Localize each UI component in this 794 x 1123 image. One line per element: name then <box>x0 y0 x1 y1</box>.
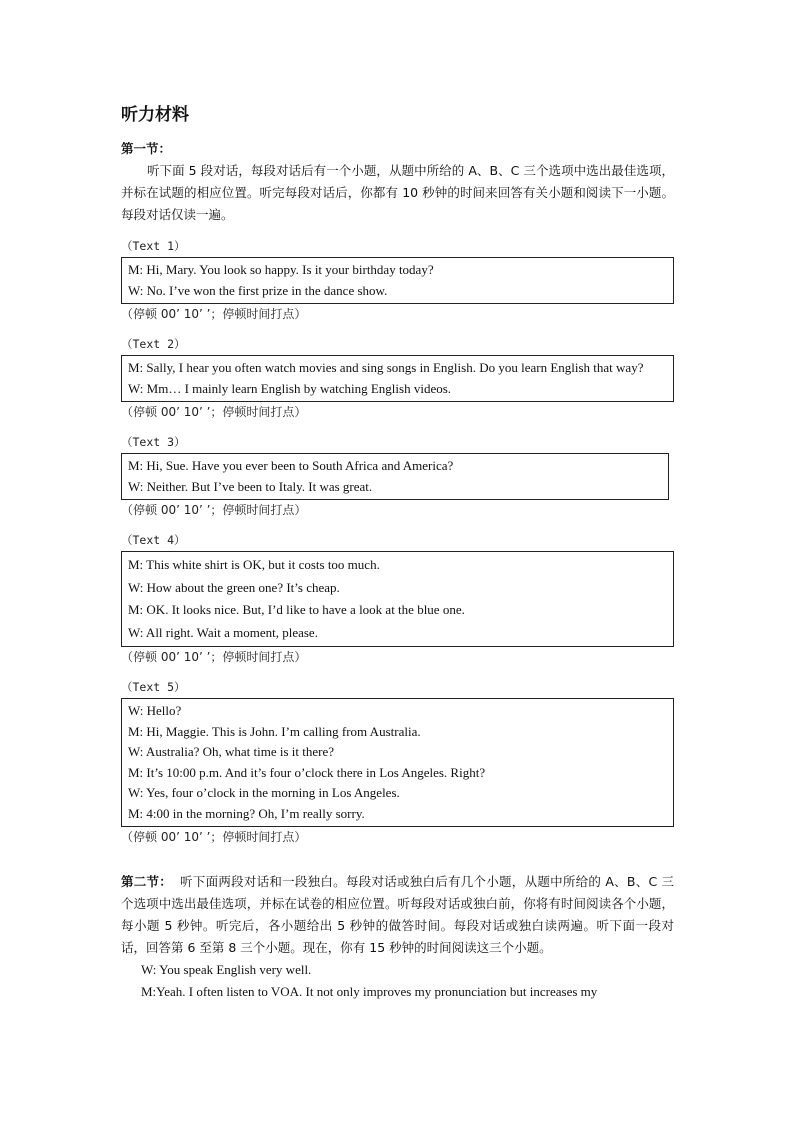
dialog-line: W: All right. Wait a moment, please. <box>128 624 318 640</box>
dialog-line: M: Hi, Maggie. This is John. I’m calling from Australia. <box>128 723 421 739</box>
text-4-box <box>121 551 674 647</box>
dialog-line: W: Neither. But I’ve been to Italy. It was great. <box>128 478 373 494</box>
dialog-line: W: You speak English very well. <box>141 962 312 977</box>
dialog-line: M: OK. It looks nice. But, I’d like to have a look at the blue one. <box>128 602 465 617</box>
dialog-line: W: Australia? Oh, what time is it there? <box>128 744 335 759</box>
dialog-line: W: Hello? <box>128 703 182 718</box>
dialog-line: W: Mm… I mainly learn English by watching English videos. <box>128 380 452 396</box>
dialog-line: M: This white shirt is OK, but it costs too much. <box>128 557 380 572</box>
text-1-label: （Text 1） <box>121 239 186 253</box>
text-2-box <box>121 355 674 402</box>
document-page <box>121 104 674 1003</box>
pause-note: （停顿 00’ 10’ ’；停顿时间打点） <box>121 405 307 419</box>
section2-heading: 第二节： <box>121 874 173 889</box>
text-3-box <box>121 453 669 500</box>
dialog-line: M:Yeah. I often listen to VOA. It not only improves my pronunciation but increases my <box>141 984 598 999</box>
section1-intro: 听下面 5 段对话，每段对话后有一个小题，从题中所给的 A、B、C 三个选项中选出最佳选项，并标在试题的相应位置。听完每段对话后，你都有 10 秒钟的时间来回答有关小题和阅读下一小题。每段对话仅读一遍。 <box>121 163 674 222</box>
text-1-box <box>121 257 674 304</box>
text-2-label: （Text 2） <box>121 337 186 351</box>
dialog-line: W: Yes, four o’clock in the morning in Los Angeles. <box>128 785 400 800</box>
section1-heading: 第一节： <box>121 141 172 156</box>
dialog-line: M: It’s 10:00 p.m. And it’s four o’clock there in Los Angeles. Right? <box>128 764 486 780</box>
dialog-line: M: Sally, I hear you often watch movies and sing songs in English. Do you learn English that way? <box>128 360 644 375</box>
dialog-line: M: Hi, Mary. You look so happy. Is it your birthday today? <box>128 262 434 277</box>
dialog-line: M: 4:00 in the morning? Oh, I’m really sorry. <box>128 805 365 821</box>
text-5-label: （Text 5） <box>121 680 186 694</box>
dialog-line: W: No. I’ve won the first prize in the dance show. <box>128 282 388 298</box>
section2-paragraph <box>121 871 674 959</box>
dialog-line: W: How about the green one? It’s cheap. <box>128 579 340 595</box>
section2-intro: 听下面两段对话和一段独白。每段对话或独白后有几个小题，从题中所给的 A、B、C 三个选项中选出最佳选项，并标在试卷的相应位置。听每段对话或独白前，你将有时间阅读各个小题，每小题 5 秒钟。听完后，各小题给出 5 秒钟的做答时间。每段对话或独白读两遍。听下面一段对话，回答第 6 至第 8 三个小题。现在，你有 15 秒钟的时间阅读这三个小题。 <box>121 874 674 955</box>
text-4-label: （Text 4） <box>121 533 186 547</box>
section2-dialog <box>121 959 674 1003</box>
text-5-box <box>121 698 674 827</box>
pause-note: （停顿 00’ 10’ ’；停顿时间打点） <box>121 307 307 321</box>
page-title: 听力材料 <box>121 105 189 125</box>
pause-note: （停顿 00’ 10’ ’；停顿时间打点） <box>121 503 307 517</box>
pause-note: （停顿 00’ 10’ ’；停顿时间打点） <box>121 830 307 844</box>
pause-note: （停顿 00’ 10’ ’；停顿时间打点） <box>121 650 307 664</box>
text-3-label: （Text 3） <box>121 435 186 449</box>
dialog-line: M: Hi, Sue. Have you ever been to South Africa and America? <box>128 458 454 473</box>
